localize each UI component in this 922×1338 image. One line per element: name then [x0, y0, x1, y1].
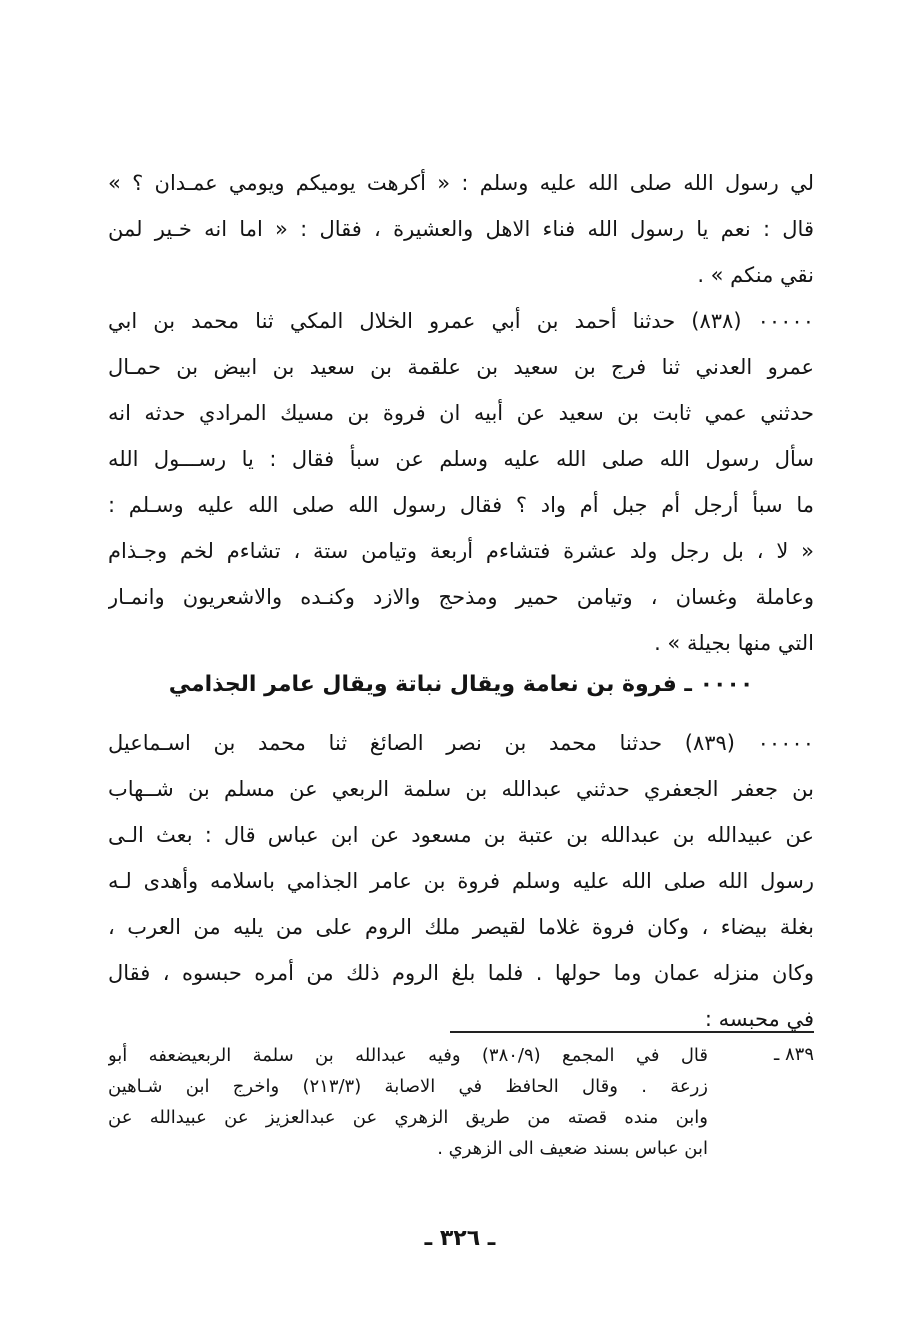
- text-line: ٠٠٠٠٠ (٨٣٨) حدثنا أحمد بن أبي عمرو الخلال المكي ثنا محمد بن ابي: [108, 309, 814, 333]
- text-line: حدثني عمي ثابت بن سعيد عن أبيه ان فروة بن مسيك المرادي حدثه انه: [108, 401, 814, 425]
- text-line: قال : نعم يا رسول الله فناء الاهل والعشيرة ، فقال : « اما انه خـير لمن: [108, 217, 814, 241]
- text-line: وعاملة وغسان ، وتيامن حمير ومذحج والازد وكنـده والاشعريون وانمـار: [108, 585, 814, 609]
- hadith-839-paragraph: [108, 720, 814, 1042]
- footnote-divider: [450, 1031, 814, 1033]
- text-line: وكان منزله عمان وما حولها . فلما بلغ الروم ذلك من أمره حبسوه ، فقال: [108, 961, 814, 985]
- text-line: « لا ، بل رجل ولد عشرة فتشاءم أربعة وتيامن ستة ، تشاءم لخم وجـذام: [108, 539, 814, 563]
- text-line: في محبسه :: [704, 1007, 814, 1031]
- footnote-line: زرعة . وقال الحافظ في الاصابة (٢١٣/٣) واخرج ابن شـاهين: [108, 1076, 708, 1097]
- hadith-838-paragraph: [108, 298, 814, 666]
- text-line: بغلة بيضاء ، وكان فروة غلاما لقيصر ملك الروم على من يليه من العرب ،: [108, 915, 814, 939]
- page-number: ـ ٣٢٦ ـ: [424, 1226, 496, 1251]
- text-line: بن جعفر الجعفري حدثني عبدالله بن سلمة الربعي عن مسلم بن شــهاب: [108, 777, 814, 801]
- text-line: التي منها بجيلة » .: [654, 631, 814, 655]
- text-line: سأل رسول الله صلى الله عليه وسلم عن سبأ فقال : يا رســـول الله: [108, 447, 814, 471]
- text-line: لي رسول الله صلى الله عليه وسلم : « أكرهت يوميكم ويومي عمـدان ؟ »: [108, 171, 814, 195]
- text-line: ٠٠٠٠٠ (٨٣٩) حدثنا محمد بن نصر الصائغ ثنا محمد بن اسـماعيل: [108, 731, 814, 755]
- footnote-number: ٨٣٩ ـ: [773, 1044, 814, 1065]
- paragraph-continuation: [108, 160, 814, 298]
- text-line: عمرو العدني ثنا فرج بن سعيد بن علقمة بن سعيد بن ابيض بن حمـال: [108, 355, 814, 379]
- footnote-line: ابن عباس بسند ضعيف الى الزهري .: [437, 1138, 708, 1159]
- footnote-line: قال في المجمع (٣٨٠/٩) وفيه عبدالله بن سلمة الربعيضعفه أبو: [108, 1045, 708, 1066]
- text-line: ما سبأ أرجل أم جبل أم واد ؟ فقال رسول الله صلى الله عليه وسـلم :: [108, 493, 814, 517]
- text-line: نقي منكم » .: [697, 263, 814, 287]
- section-heading: ٠٠٠٠ ـ فروة بن نعامة ويقال نباتة ويقال عامر الجذامي: [168, 672, 754, 697]
- footnote-line: وابن منده قصته من طريق الزهري عن عبدالعزيز عن عبيدالله عن: [108, 1107, 708, 1128]
- footnote-body: [108, 1040, 708, 1164]
- text-line: رسول الله صلى الله عليه وسلم فروة بن عامر الجذامي باسلامه وأهدى لـه: [108, 869, 814, 893]
- text-line: عن عبيدالله بن عبدالله بن عتبة بن مسعود عن ابن عباس قال : بعث الـى: [108, 823, 814, 847]
